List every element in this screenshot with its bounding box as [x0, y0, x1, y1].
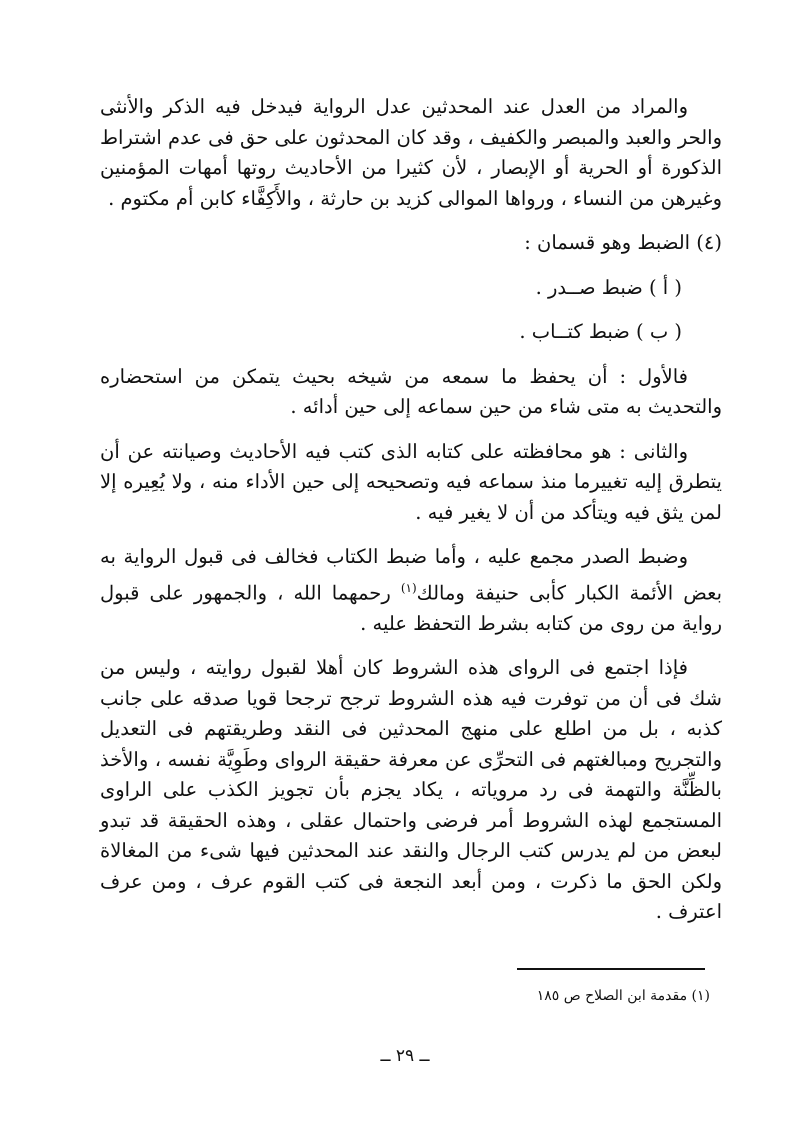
footnote-reference: (١): [400, 580, 417, 595]
paragraph-adl: والمراد من العدل عند المحدثين عدل الرواية فيدخل فيه الذكر والأنثى والحر والعبد والمبصر والكفيف ، وقد كان المحدثون على حق فى عدم اشتراط الذكورة أو الحرية أو الإبصار ، لأن كثيرا من الأحاديث روتها أمهات المؤمنين وغيرهن من النساء ، ورواها الموالى كزيد بن حارثة ، والأَكِفَّاء كابن أم مكتوم .: [99, 95, 722, 210]
body-text: [100, 92, 722, 928]
footnote-divider: [517, 968, 705, 970]
item-dabt-sadr: ( أ ) ضبط صــدر .: [535, 275, 682, 299]
paragraph-first-type: فالأول : أن يحفظ ما سمعه من شيخه بحيث يتمكن من استحضاره والتحديث به متى شاء من حين سماعه إلى حين أدائه .: [100, 364, 722, 418]
footnote: (١) مقدمة ابن الصلاح ص ١٨٥: [536, 988, 710, 1004]
consensus-text-end: رحمهما الله ، والجمهور على قبول رواية من روى من كتابه بشرط التحفظ عليه .: [100, 581, 722, 635]
page-number: ــ ٢٩ ــ: [380, 1046, 430, 1066]
paragraph-consensus: [100, 542, 722, 639]
paragraph-second-type: والثانى : هو محافظته على كتابه الذى كتب فيه الأحاديث وصيانته عن أن يتطرق إليه تغييرما منذ سماعه فيه وتصحيحه إلى حين الأداء منه ، ولا يُعِيره إلا لمن يثق فيه ويتأكد من أن لا يغير فيه .: [100, 439, 722, 524]
item-dabt-kitab: ( ب ) ضبط كتــاب .: [519, 320, 682, 343]
paragraph-conclusion: فإذا اجتمع فى الرواى هذه الشروط كان أهلا لقبول روايته ، وليس من شك فى أن من توفرت فيه هذه الشروط ترجح ترجحا قويا صدقه على جانب كذبه ، بل من اطلع على منهج المحدثين فى النقد وطريقتهم فى التعديل والتجريح ومبالغتهم فى التحرِّى عن معرفة حقيقة الرواى وطَوِيَّة نفسه ، والأخذ بالظِّنَّة والتهمة فى رد مروياته ، يكاد يجزم بأن تجويز الكذب على الراوى المستجمع لهذه الشروط أمر فرضى واحتمال عقلى ، وهذه الحقيقة قد تبدو لبعض من لم يدرس كتب الرجال والنقد عند المحدثين فيها شىء من المغالاة ولكن الحق ما ذكرت ، ومن أبعد النجعة فى كتب القوم عرف ، ومن عرف اعترف .: [100, 656, 722, 923]
item-dabt-heading: (٤) الضبط وهو قسمان :: [524, 231, 722, 254]
consensus-text-start: وضبط الصدر مجمع عليه ، وأما ضبط الكتاب فخالف فى قبول الرواية به بعض الأئمة الكبار كأبى حنيفة ومالك: [100, 545, 723, 604]
